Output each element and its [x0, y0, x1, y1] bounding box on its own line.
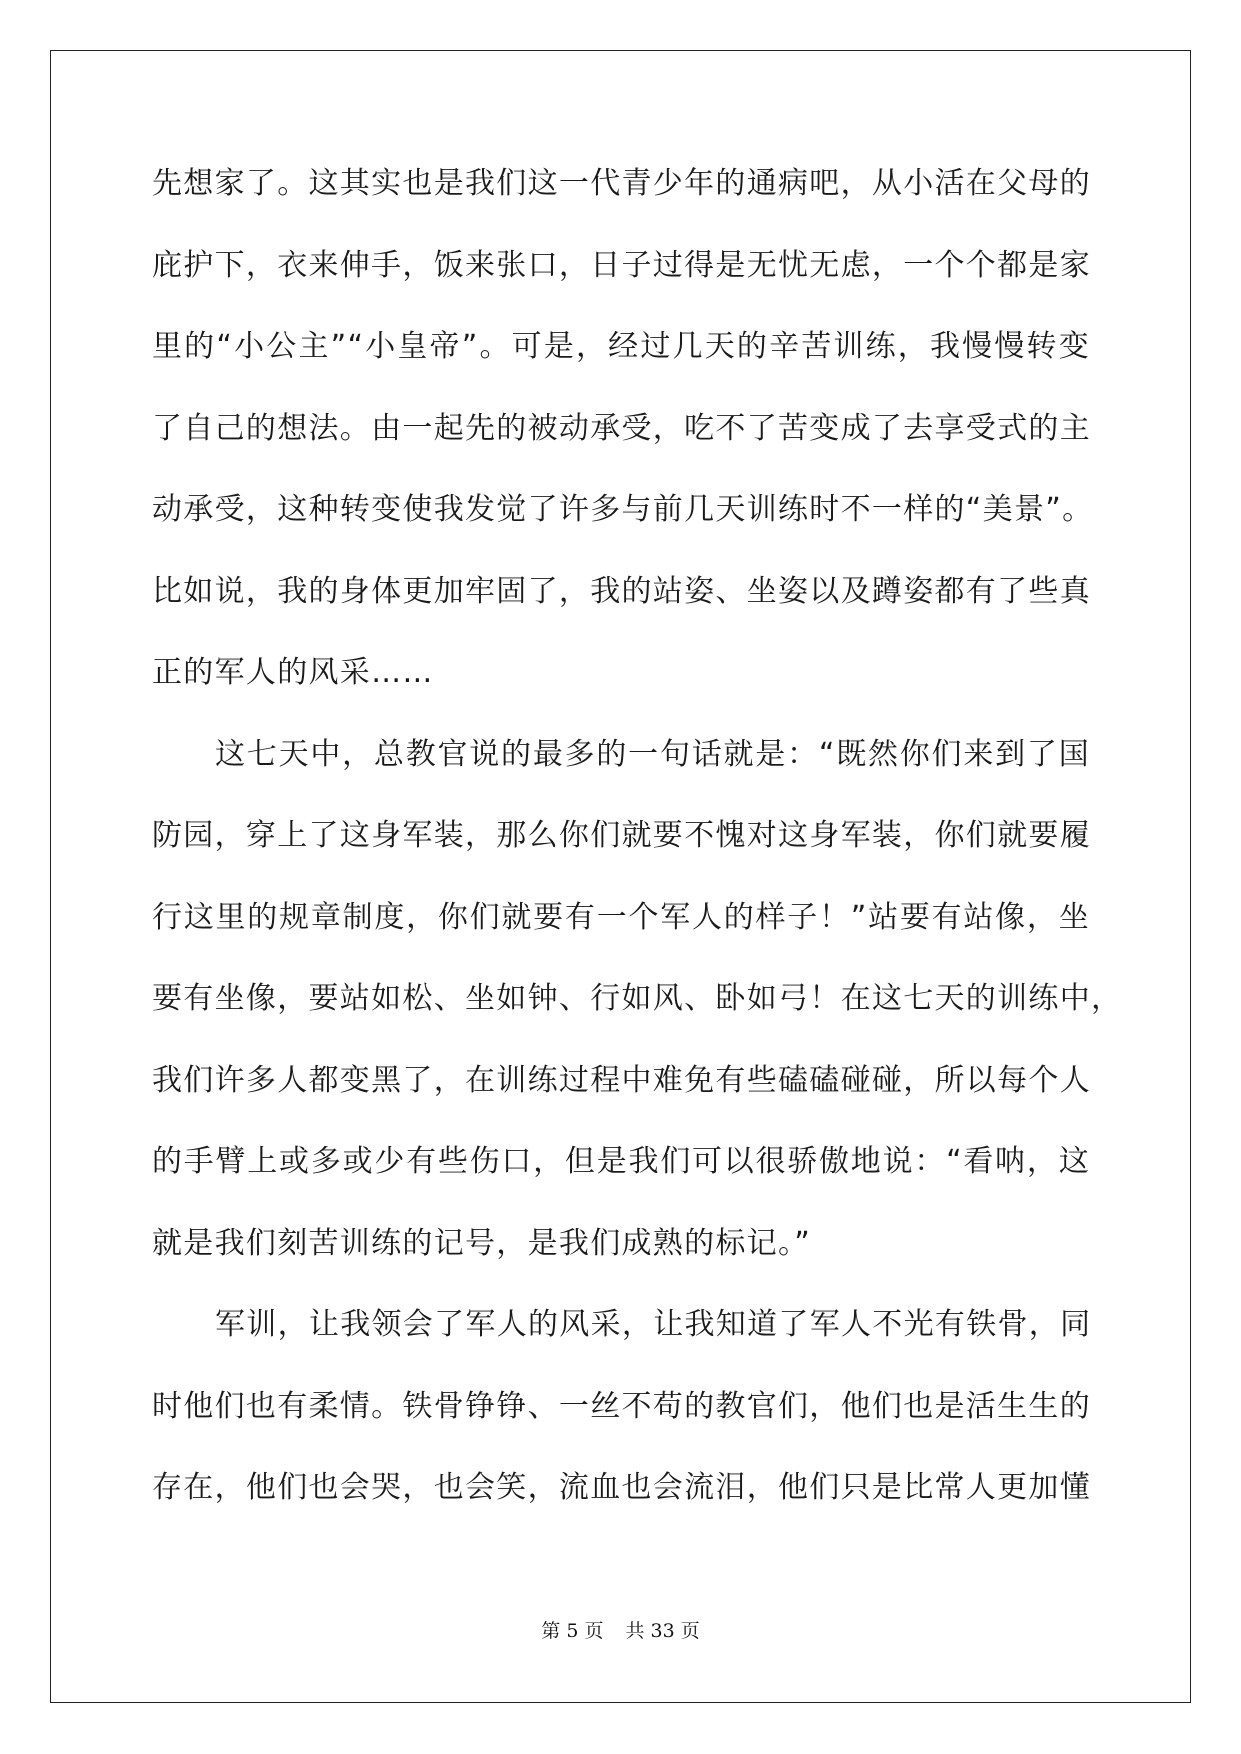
text-line: 里的“小公主”“小皇帝”。可是，经过几天的辛苦训练，我慢慢转变: [152, 329, 1090, 364]
page-total: 共 33 页: [625, 1620, 700, 1642]
text-line: 正的军人的风采……: [152, 655, 434, 690]
text-line: 动承受，这种转变使我发觉了许多与前几天训练时不一样的“美景”。: [152, 492, 1094, 527]
text-line: 庇护下，衣来伸手，饭来张口，日子过得是无忧无虑，一个个都是家: [152, 247, 1091, 283]
page-number: 第 5 页: [541, 1620, 604, 1642]
text-line: 的手臂上或多或少有些伤口，但是我们可以很骄傲地说：“看呐，这: [152, 1144, 1090, 1179]
text-line: 时他们也有柔情。铁骨铮铮、一丝不苟的教官们，他们也是活生生的: [152, 1388, 1091, 1424]
text-line: 军训，让我领会了军人的风采，让我知道了军人不光有铁骨，同: [215, 1307, 1092, 1342]
text-line: 这七天中，总教官说的最多的一句话就是：“既然你们来到了国: [215, 736, 1090, 772]
text-line: 行这里的规章制度，你们就要有一个军人的样子！”站要有站像，坐: [152, 899, 1090, 935]
text-line: 要有坐像，要站如松、坐如钟、行如风、卧如弓！在这七天的训练中，: [152, 981, 1123, 1016]
text-line: 比如说，我的身体更加牢固了，我的站姿、坐姿以及蹲姿都有了些真: [152, 573, 1091, 609]
text-line: 了自己的想法。由一起先的被动承受，吃不了苦变成了去享受式的主: [152, 410, 1091, 446]
page-footer: [0, 1616, 1241, 1643]
text-line: 我们许多人都变黑了，在训练过程中难免有些磕磕碰碰，所以每个人: [152, 1062, 1091, 1098]
text-line: 先想家了。这其实也是我们这一代青少年的通病吧，从小活在父母的: [152, 166, 1091, 201]
document-body: [152, 164, 1123, 1550]
text-line: 存在，他们也会哭，也会笑，流血也会流泪，他们只是比常人更加懂: [152, 1470, 1091, 1505]
text-line: 就是我们刻苦训练的记号，是我们成熟的标记。”: [152, 1225, 812, 1261]
text-line: 防园，穿上了这身军装，那么你们就要不愧对这身军装，你们就要履: [152, 818, 1091, 853]
